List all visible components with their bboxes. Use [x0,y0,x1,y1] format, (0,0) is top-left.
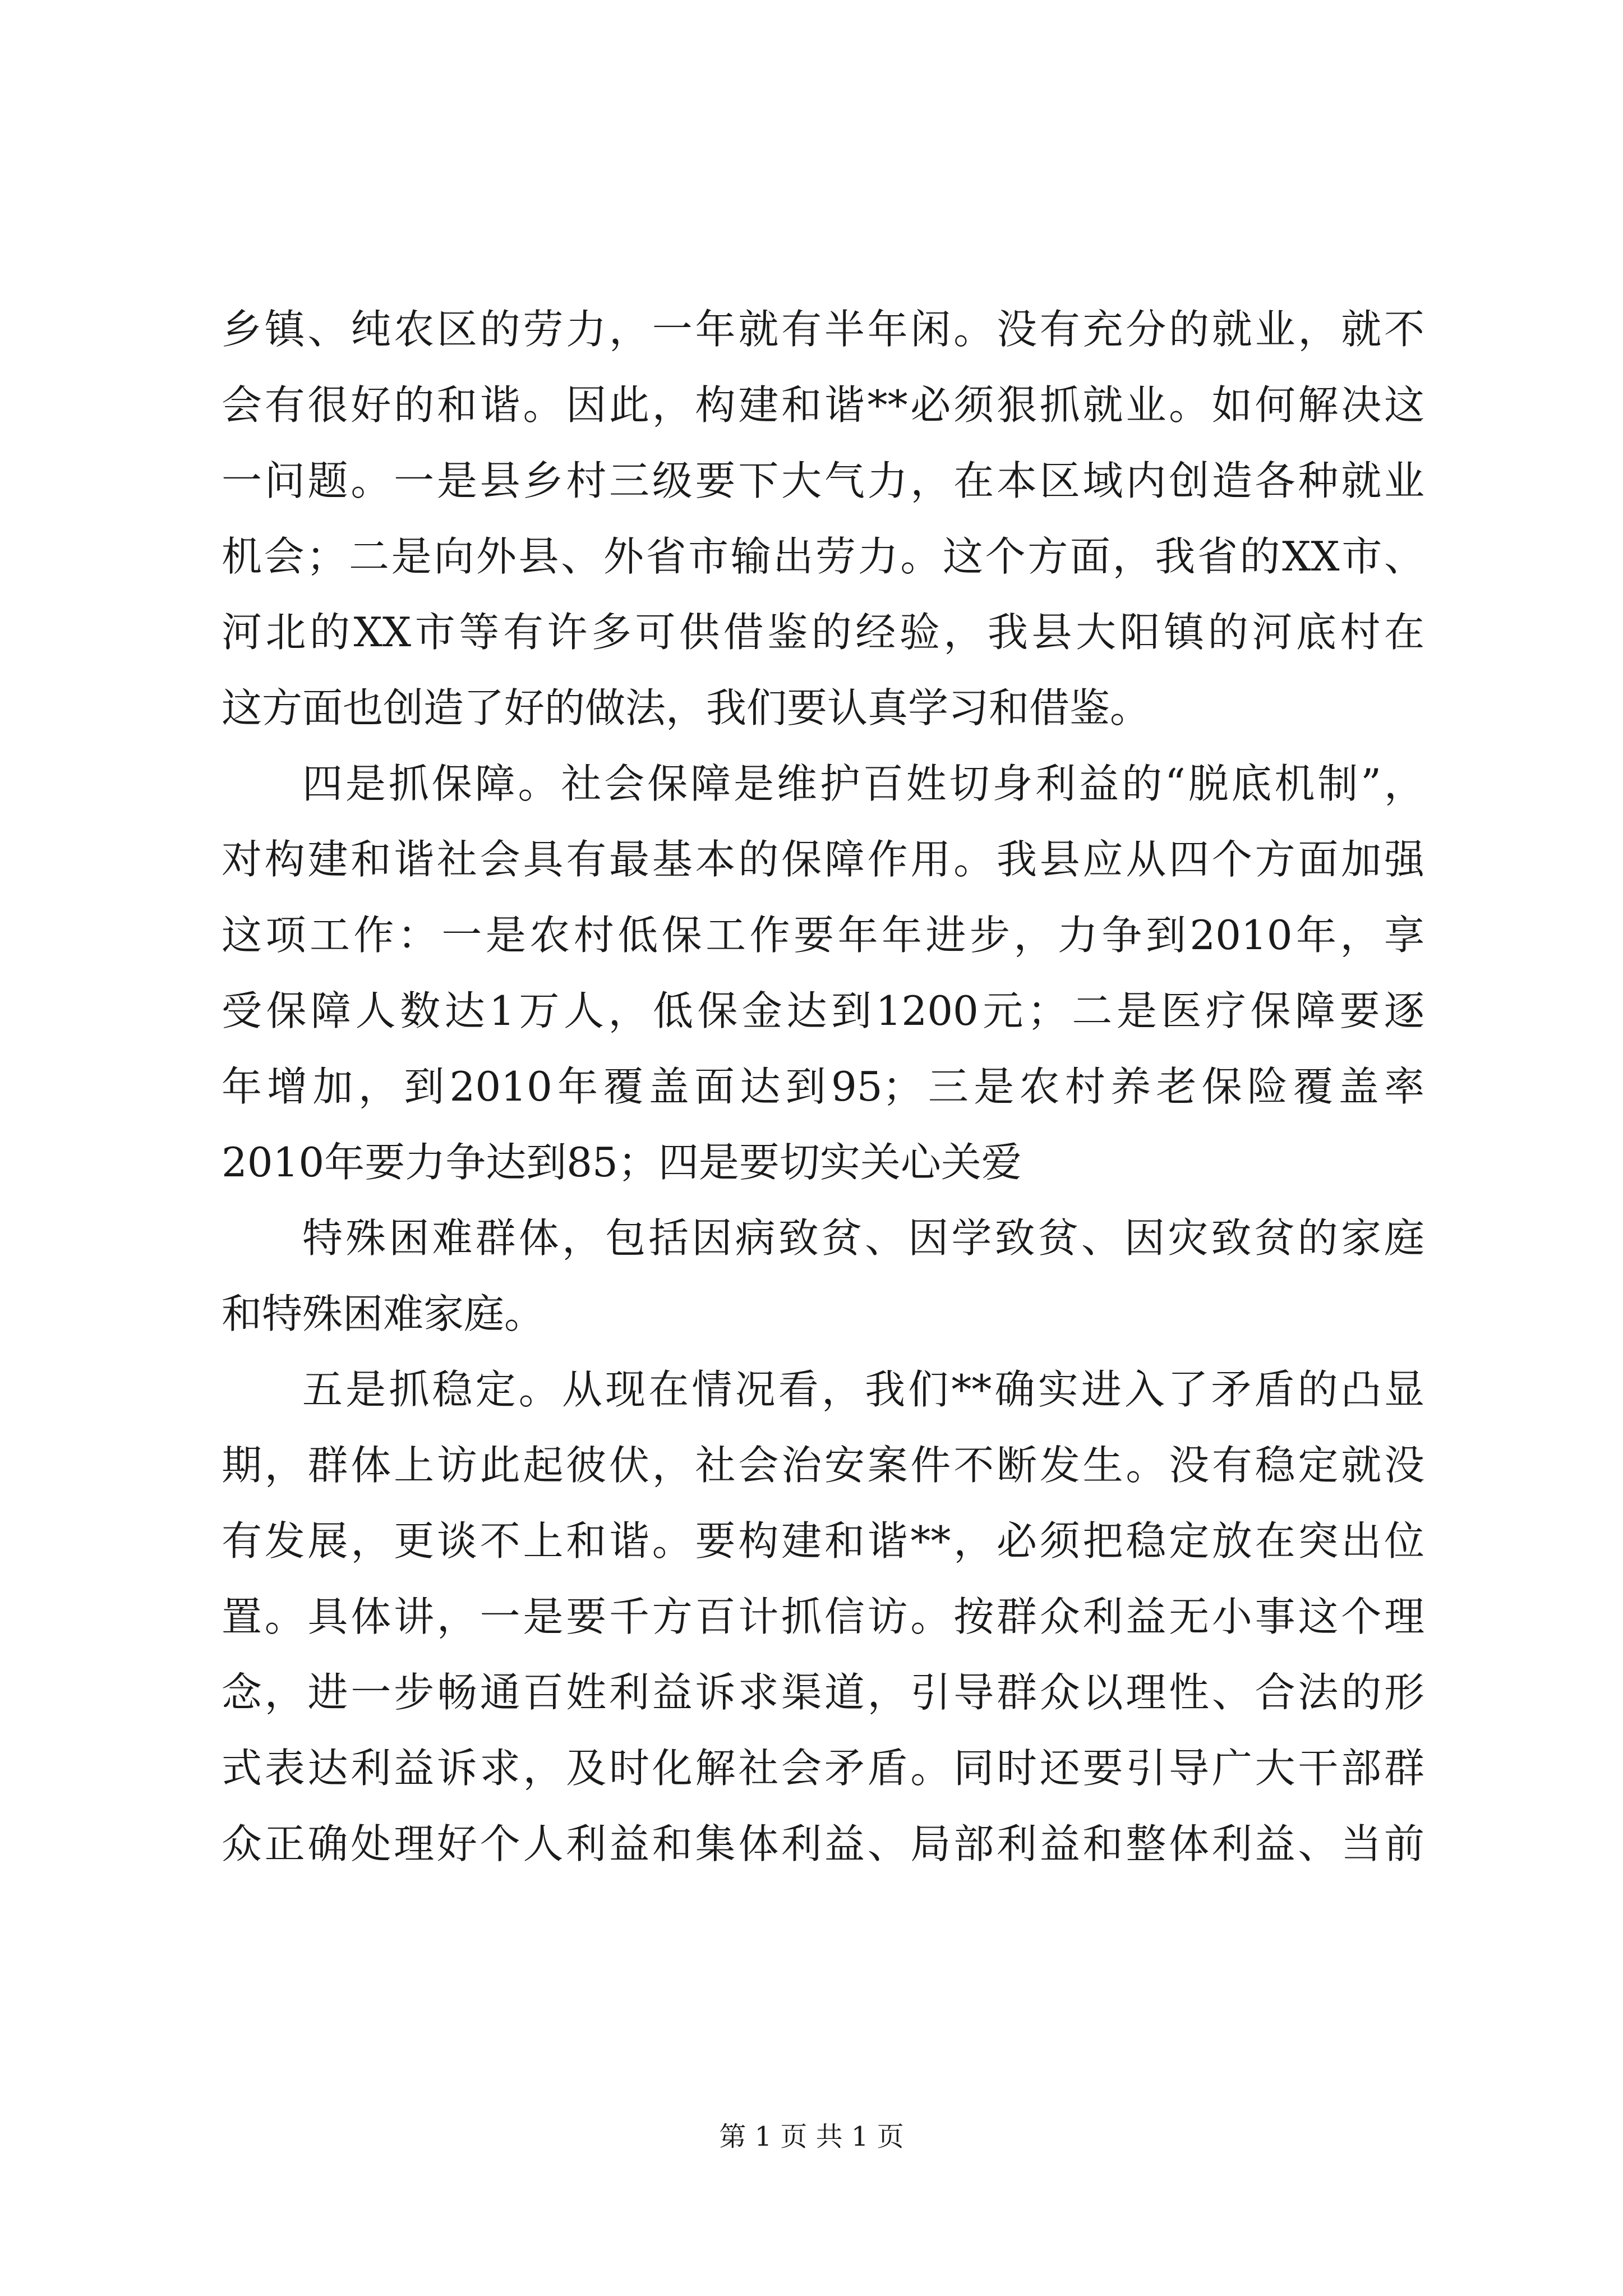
text-line: 2010年要力争达到85；四是要切实关心关爱 [222,1139,1022,1186]
text-line: 和特殊困难家庭。 [222,1290,545,1337]
text-line: 会有很好的和谐。因此，构建和谐**必须狠抓就业。如何解决这 [222,381,1424,429]
text-line: 机会；二是向外县、外省市输出劳力。这个方面，我省的XX市、 [222,533,1424,580]
text-line: 这方面也创造了好的做法，我们要认真学习和借鉴。 [222,684,1151,731]
text-line: 期，群体上访此起彼伏，社会治安案件不断发生。没有稳定就没 [222,1442,1424,1489]
text-line: 乡镇、纯农区的劳力，一年就有半年闲。没有充分的就业，就不 [222,306,1424,353]
text-line: 受保障人数达1万人，低保金达到1200元；二是医疗保障要逐 [222,987,1424,1034]
text-line: 有发展，更谈不上和谐。要构建和谐**，必须把稳定放在突出位 [222,1517,1424,1565]
text-line: 年增加，到2010年覆盖面达到95；三是农村养老保险覆盖率 [222,1063,1424,1110]
text-line: 四是抓保障。社会保障是维护百姓切身利益的“脱底机制”， [302,760,1424,807]
document-body [222,292,1424,1882]
paragraph-employment [222,292,1424,746]
text-line: 特殊困难群体，包括因病致贫、因学致贫、因灾致贫的家庭 [302,1214,1424,1262]
paragraph-stability [222,1352,1424,1882]
text-line: 众正确处理好个人利益和集体利益、局部利益和整体利益、当前 [222,1820,1424,1867]
text-line: 式表达利益诉求，及时化解社会矛盾。同时还要引导广大干部群 [222,1745,1424,1792]
page-footer: 第 1 页 共 1 页 [719,2121,904,2152]
text-line: 对构建和谐社会具有最基本的保障作用。我县应从四个方面加强 [222,836,1424,883]
text-line: 河北的XX市等有许多可供借鉴的经验，我县大阳镇的河底村在 [222,609,1424,656]
paragraph-special-groups [222,1200,1424,1352]
text-line: 这项工作：一是农村低保工作要年年进步，力争到2010年，享 [222,912,1424,959]
text-line: 置。具体讲，一是要千方百计抓信访。按群众利益无小事这个理 [222,1593,1424,1640]
text-line: 五是抓稳定。从现在情况看，我们**确实进入了矛盾的凸显 [302,1366,1424,1413]
text-line: 一问题。一是县乡村三级要下大气力，在本区域内创造各种就业 [222,457,1424,504]
text-line: 念，进一步畅通百姓利益诉求渠道，引导群众以理性、合法的形 [222,1669,1424,1716]
paragraph-security [222,746,1424,1200]
